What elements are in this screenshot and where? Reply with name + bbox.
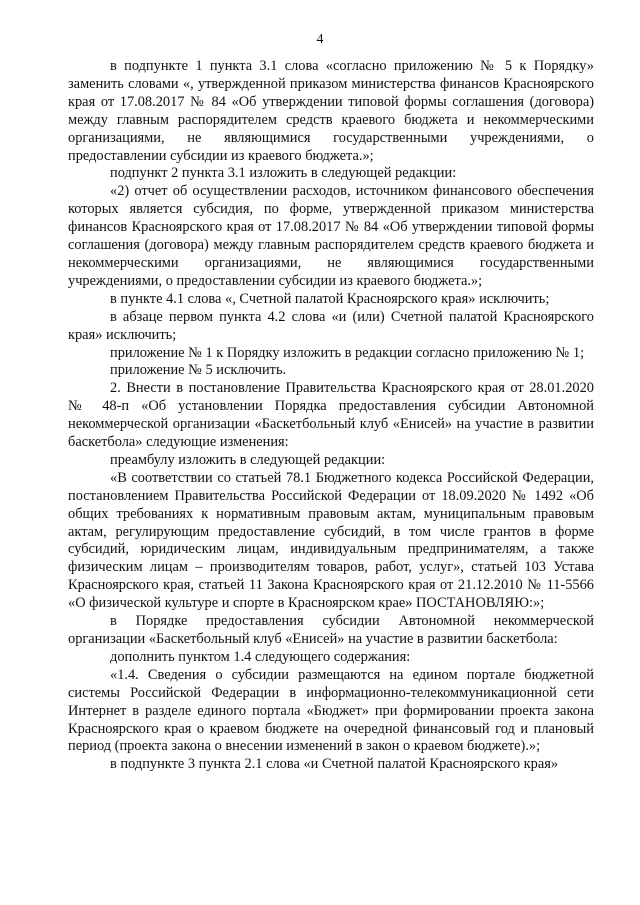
document-body bbox=[68, 58, 594, 774]
paragraph: приложение № 5 исключить. bbox=[110, 362, 287, 379]
paragraph: дополнить пунктом 1.4 следующего содержания: bbox=[110, 648, 411, 665]
paragraph: подпункт 2 пункта 3.1 изложить в следующей редакции: bbox=[110, 165, 457, 182]
paragraph: в Порядке предоставления субсидии Автономной некоммерческой организации «Баскетбольный клуб «Енисей» на участие в развитии баскетбола: bbox=[68, 613, 594, 647]
paragraph: «В соответствии со статьей 78.1 Бюджетного кодекса Российской Федерации, постановлением Правительства Российской Федерации от 18.09.2020 № 1492 «Об общих требованиях к нормативным правовым актам, муниципальным правовым актам, регулирующим предоставление субсидий, в том числе грантов в форме субсидий, юридическим лицам, индивидуальным предпринимателям, а также физическим лицам – производителям товаров, работ, услуг», статьей 103 Устава Красноярского края, статьей 11 Закона Красноярского края от 21.12.2010 № 11-5566 «О физической культуре и спорте в Красноярском крае» ПОСТАНОВЛЯЮ:»; bbox=[68, 469, 594, 612]
paragraph: приложение № 1 к Порядку изложить в редакции согласно приложению № 1; bbox=[110, 344, 585, 361]
paragraph: в пункте 4.1 слова «, Счетной палатой Красноярского края» исключить; bbox=[110, 290, 550, 307]
page-number: 4 bbox=[316, 32, 324, 47]
paragraph: «2) отчет об осуществлении расходов, источником финансового обеспечения которых является субсидия, по форме, утвержденной приказом министерства финансов Красноярского края от 17.08.2017 № 84 «Об утверждении типовой формы соглашения (договора) между главным распорядителем средств краевого бюджета и некоммерческими организациями, не являющимися государственными учреждениями, о предоставлении субсидии из краевого бюджета.»; bbox=[68, 183, 594, 289]
paragraph: в подпункте 1 пункта 3.1 слова «согласно приложению № 5 к Порядку» заменить словами «, утвержденной приказом министерства финансов Красноярского края от 17.08.2017 № 84 «Об утверждении типовой формы соглашения (договора) между главным распорядителем средств краевого бюджета и некоммерческими организациями, не являющимися государственными учреждениями, о предоставлении субсидии из краевого бюджета.»; bbox=[68, 58, 594, 164]
paragraph: преамбулу изложить в следующей редакции: bbox=[110, 451, 386, 468]
paragraph: 2. Внести в постановление Правительства Красноярского края от 28.01.2020 № 48-п «Об установлении Порядка предоставления субсидии Автономной некоммерческой организации «Баскетбольный клуб «Енисей» на участие в развитии баскетбола» следующие изменения: bbox=[68, 380, 594, 451]
paragraph: в подпункте 3 пункта 2.1 слова «и Счетной палатой Красноярского края» bbox=[110, 756, 559, 773]
paragraph: в абзаце первом пункта 4.2 слова «и (или) Счетной палатой Красноярского края» исключить; bbox=[68, 308, 594, 343]
paragraph: «1.4. Сведения о субсидии размещаются на едином портале бюджетной системы Российской Федерации в информационно-телекоммуникационной сети Интернет в разделе единого портала «Бюджет» при формировании проекта закона Красноярского края о краевом бюджете на очередной финансовый год и плановый период (проекта закона о внесении изменений в закон о краевом бюджете).»; bbox=[68, 666, 594, 755]
